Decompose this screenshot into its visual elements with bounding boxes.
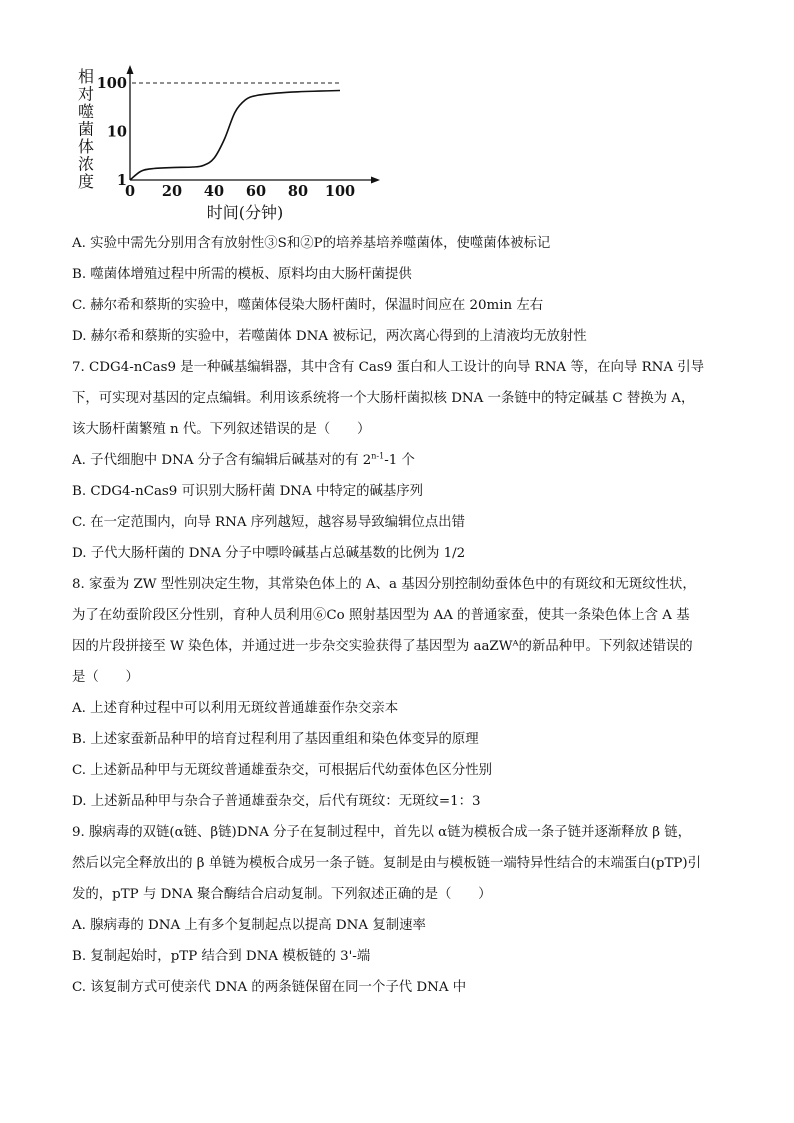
y-axis-label-char: 浓 [77,154,95,174]
y-axis-label-char: 对 [77,84,95,104]
q7-option-a [72,445,732,476]
q6-option-a: A. 实验中需先分别用含有放射性③S和②P的培养基培养噬菌体，使噬菌体被标记 [72,236,551,251]
phage-concentration-graph [68,58,388,230]
q7-option-c: C. 在一定范围内，向导 RNA 序列越短，越容易导致编辑位点出错 [72,515,466,530]
q7-option-a-text: A. 子代细胞中 DNA 分子含有编辑后碱基对的有 2 [72,453,372,468]
q6-option-d: D. 赫尔希和蔡斯的实验中，若噬菌体 DNA 被标记，两次离心得到的上清液均无放射性 [72,329,587,344]
q7-stem-line-3: 该大肠杆菌繁殖 n 代。下列叙述错误的是（ ） [72,422,371,437]
q8-stem-line-4: 是（ ） [72,670,139,685]
y-axis-label-char: 菌 [77,119,95,139]
q9-option-c: C. 该复制方式可使亲代 DNA 的两条链保留在同一个子代 DNA 中 [72,980,467,995]
x-tick-label: 20 [161,183,183,200]
q9-option-b: B. 复制起始时，pTP 结合到 DNA 模板链的 3'-端 [72,949,371,964]
q6-option-b: B. 噬菌体增殖过程中所需的模板、原料均由大肠杆菌提供 [72,267,412,282]
x-axis-label: 时间(分钟) [206,203,284,222]
q8-option-c: C. 上述新品种甲与无斑纹普通雄蚕杂交，可根据后代幼蚕体色区分性别 [72,763,492,778]
q7-stem-line-1: 7. CDG4-nCas9 是一种碱基编辑器，其中含有 Cas9 蛋白和人工设计的向导 RNA 等，在向导 RNA 引导 [72,360,705,375]
q8-option-a: A. 上述育种过程中可以利用无斑纹普通雄蚕作杂交亲本 [72,701,399,716]
y-axis-arrow [127,65,134,74]
y-axis-label-char: 噬 [77,102,95,121]
x-tick-label: 40 [203,183,225,200]
y-axis-label-char: 体 [77,137,95,156]
y-tick-labels [97,75,127,189]
question-text [72,228,732,1003]
q8-stem-line-3: 因的片段拼接至 W 染色体，并通过进一步杂交实验获得了基因型为 aaZWᴬ的新品种甲。下列叙述错误的 [72,639,693,654]
q8-option-b: B. 上述家蚕新品种甲的培育过程利用了基因重组和染色体变异的原理 [72,732,479,747]
x-axis-arrow [371,177,380,184]
q8-stem-line-2: 为了在幼蚕阶段区分性别，育种人员利用⑥Co 照射基因型为 AA 的普通家蚕，使其一条染色体上含 A 基 [72,608,690,623]
x-tick-label: 100 [324,183,356,200]
q7-option-a-tail: -1 个 [384,453,415,468]
q7-option-b: B. CDG4-nCas9 可识别大肠杆菌 DNA 中特定的碱基序列 [72,484,424,499]
q7-option-d: D. 子代大肠杆菌的 DNA 分子中嘌呤碱基占总碱基数的比例为 1/2 [72,546,466,561]
x-tick-label: 60 [245,183,267,200]
y-tick-label: 10 [106,123,127,141]
q9-stem-line-2: 然后以完全释放出的 β 单链为模板合成另一条子链。复制是由与模板链一端特异性结合的末端蛋白(pTP)引 [72,856,702,871]
q8-option-d: D. 上述新品种甲与杂合子普通雄蚕杂交，后代有斑纹：无斑纹=1：3 [72,794,481,809]
q9-option-a: A. 腺病毒的 DNA 上有多个复制起点以提高 DNA 复制速率 [72,918,426,933]
y-axis-label [78,67,94,191]
q9-stem-line-1: 9. 腺病毒的双链(α链、β链)DNA 分子在复制过程中，首先以 α链为模板合成一条子链并逐渐释放 β 链， [72,825,692,840]
y-tick-label: 1 [116,172,127,189]
y-tick-label: 100 [96,75,127,92]
q6-option-c: C. 赫尔希和蔡斯的实验中，噬菌体侵染大肠杆菌时，保温时间应在 20min 左右 [72,298,544,313]
x-tick-labels [125,183,355,200]
y-axis-label-char: 度 [77,172,95,191]
q8-stem-line-1: 8. 家蚕为 ZW 型性别决定生物，其常染色体上的 A、a 基因分别控制幼蚕体色中的有斑纹和无斑纹性状， [72,577,696,592]
y-axis-label-char: 相 [77,67,95,86]
q7-stem-line-2: 下，可实现对基因的定点编辑。利用该系统将一个大肠杆菌拟核 DNA 一条链中的特定碱基 C 替换为 A， [72,391,695,406]
x-tick-label: 80 [287,183,309,200]
q9-stem-line-3: 发的，pTP 与 DNA 聚合酶结合启动复制。下列叙述正确的是（ ） [72,887,492,902]
q7-option-a-exponent: n-1 [371,451,385,461]
x-tick-label: 0 [124,183,136,200]
series-curve [130,91,340,181]
